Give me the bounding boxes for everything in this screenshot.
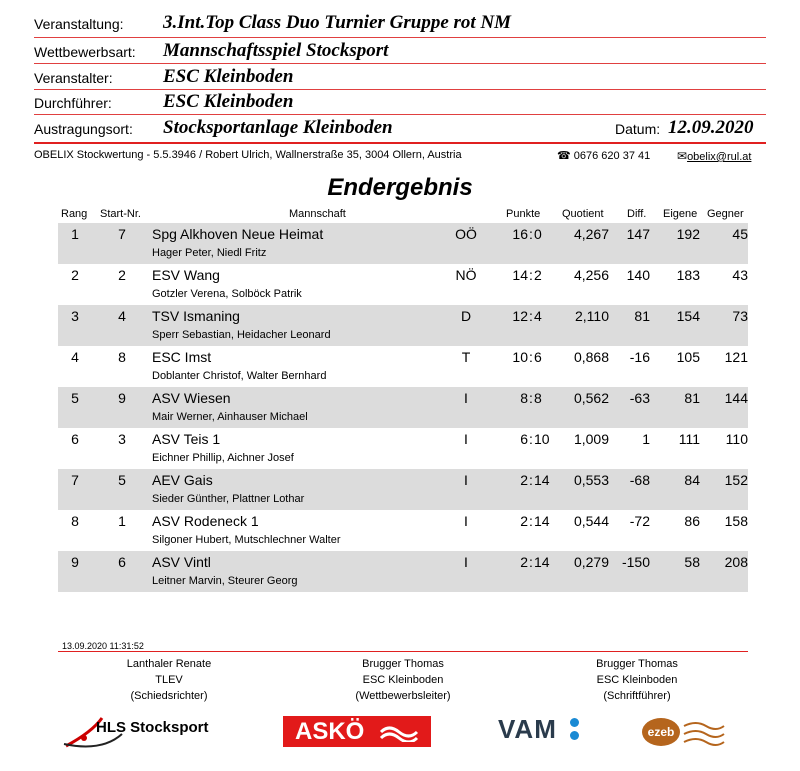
cell-quotient: 2,110 [575, 308, 609, 324]
cell-start-number: 4 [118, 308, 126, 324]
cell-points-lost: 14 [534, 513, 550, 529]
cell-own: 86 [684, 513, 700, 529]
cell-points-won: 16 [512, 226, 528, 242]
cell-team: AEV Gais [152, 472, 213, 488]
cell-own: 81 [684, 390, 700, 406]
cell-points-lost: 4 [534, 308, 542, 324]
column-header-punkte: Punkte [506, 208, 541, 220]
cell-rank: 6 [71, 431, 79, 447]
cell-opponent: 73 [732, 308, 748, 324]
cell-diff: -150 [621, 554, 650, 570]
table-row [58, 469, 748, 510]
table-row [58, 510, 748, 551]
hls-logo-label: HLS Stocksport [96, 719, 209, 736]
cell-opponent: 152 [724, 472, 748, 488]
points-separator: : [529, 390, 533, 406]
cell-country: I [464, 390, 468, 406]
cell-points-lost: 8 [534, 390, 542, 406]
points-separator: : [529, 431, 533, 447]
cell-quotient: 0,868 [573, 349, 609, 365]
signature-name: Brugger Thomas [596, 658, 678, 670]
cell-players: Silgoner Hubert, Mutschlechner Walter [152, 534, 341, 546]
cell-players: Eichner Phillip, Aichner Josef [152, 452, 294, 464]
cell-players: Leitner Marvin, Steurer Georg [152, 575, 298, 587]
cell-own: 154 [676, 308, 700, 324]
cell-diff: -72 [629, 513, 650, 529]
points-separator: : [529, 308, 533, 324]
cell-rank: 1 [71, 226, 79, 242]
cell-rank: 5 [71, 390, 79, 406]
cell-opponent: 208 [724, 554, 748, 570]
cell-country: I [464, 472, 468, 488]
cell-country: I [464, 431, 468, 447]
software-info: OBELIX Stockwertung - 5.5.3946 / Robert Ulrich, Wallnerstraße 35, 3004 Ollern, Austria [34, 149, 462, 161]
table-row [58, 223, 748, 264]
cell-country: D [460, 308, 472, 324]
table-row [58, 551, 748, 592]
cell-points-won: 2 [520, 554, 528, 570]
cell-points-lost: 0 [534, 226, 542, 242]
column-header-rang: Rang [61, 208, 88, 220]
cell-points-won: 12 [512, 308, 528, 324]
cell-start-number: 3 [118, 431, 126, 447]
vam-logo-text: VAM [498, 714, 557, 744]
askoe-logo-text: ASKÖ [295, 718, 365, 745]
cell-players: Sperr Sebastian, Heidacher Leonard [152, 329, 331, 341]
divider [34, 142, 766, 144]
cell-quotient: 0,544 [573, 513, 609, 529]
column-header-start: Start-Nr. [100, 208, 141, 220]
header-label: Veranstalter: [34, 70, 113, 86]
cell-players: Sieder Günther, Plattner Lothar [152, 493, 305, 505]
email-link[interactable]: obelix@rul.at [687, 151, 752, 163]
cell-quotient: 4,256 [573, 267, 609, 283]
cell-opponent: 45 [732, 226, 748, 242]
date-value: 12.09.2020 [668, 117, 754, 138]
cell-team: ESV Wang [152, 267, 220, 283]
cell-start-number: 5 [118, 472, 126, 488]
hls-stocksport-logo [62, 712, 232, 752]
signature-club: TLEV [155, 674, 183, 686]
header-label: Durchführer: [34, 95, 112, 111]
cell-opponent: 121 [724, 349, 748, 365]
signature-competition-leader [303, 656, 503, 704]
signature-role: (Schiedsrichter) [130, 690, 208, 702]
cell-rank: 3 [71, 308, 79, 324]
cell-points-won: 6 [520, 431, 528, 447]
divider [34, 37, 766, 38]
points-separator: : [529, 513, 533, 529]
cell-own: 58 [684, 554, 700, 570]
divider [34, 114, 766, 115]
header-row-executor [34, 91, 768, 116]
points-separator: : [529, 349, 533, 365]
cell-points-won: 2 [520, 472, 528, 488]
table-row [58, 346, 748, 387]
phone-info [557, 149, 650, 162]
cell-players: Mair Werner, Ainhauser Michael [152, 411, 308, 423]
cell-team: Spg Alkhoven Neue Heimat [152, 226, 324, 242]
header-row-event [34, 12, 768, 37]
page-title: Endergebnis [327, 174, 473, 201]
cell-points-won: 2 [520, 513, 528, 529]
cell-opponent: 110 [725, 431, 748, 447]
vam-logo-dot [570, 718, 579, 727]
cell-points-lost: 2 [534, 267, 542, 283]
vam-logo-dot [570, 731, 579, 740]
cell-diff: -16 [629, 349, 650, 365]
cell-own: 183 [676, 267, 700, 283]
header-value: Mannschaftsspiel Stocksport [163, 40, 389, 61]
cell-quotient: 0,562 [573, 390, 609, 406]
points-separator: : [529, 226, 533, 242]
signature-club: ESC Kleinboden [596, 674, 678, 686]
header-value: ESC Kleinboden [163, 91, 294, 112]
cell-players: Hager Peter, Niedl Fritz [152, 247, 267, 259]
points-separator: : [529, 267, 533, 283]
divider [34, 89, 766, 90]
cell-diff: -63 [629, 390, 650, 406]
cell-diff: -68 [629, 472, 650, 488]
table-row [58, 305, 748, 346]
cell-diff: 81 [634, 308, 650, 324]
cell-country: I [464, 554, 468, 570]
signature-referee [69, 656, 269, 704]
cell-diff: 1 [642, 431, 650, 447]
cell-points-lost: 10 [534, 431, 550, 447]
signature-secretary [537, 656, 737, 704]
cell-own: 111 [678, 431, 700, 447]
cell-opponent: 158 [724, 513, 748, 529]
table-row [58, 428, 748, 469]
cell-country: OÖ [455, 226, 477, 242]
header-row-organizer [34, 66, 768, 91]
cell-rank: 2 [71, 267, 79, 283]
phone-icon: ☎ [557, 150, 571, 162]
header-label: Wettbewerbsart: [34, 44, 136, 60]
cell-diff: 140 [626, 267, 650, 283]
header-label: Austragungsort: [34, 121, 133, 137]
header-label: Veranstaltung: [34, 16, 124, 32]
cell-rank: 7 [71, 472, 79, 488]
cell-quotient: 1,009 [573, 431, 609, 447]
cell-points-lost: 14 [534, 472, 550, 488]
header-value: Stocksportanlage Kleinboden [163, 117, 393, 138]
cell-points-lost: 14 [534, 554, 550, 570]
cell-quotient: 4,267 [573, 226, 609, 242]
cell-team: ESC Imst [152, 349, 212, 365]
cell-country: T [461, 349, 471, 365]
cell-rank: 8 [71, 513, 79, 529]
cell-country: I [464, 513, 468, 529]
ezeb-logo [642, 716, 726, 748]
header-value: 3.Int.Top Class Duo Turnier Gruppe rot NM [163, 12, 512, 33]
cell-team: ASV Teis 1 [152, 431, 221, 447]
cell-points-lost: 6 [534, 349, 542, 365]
cell-players: Doblanter Christof, Walter Bernhard [152, 370, 327, 382]
cell-diff: 147 [626, 226, 650, 242]
cell-own: 84 [684, 472, 700, 488]
divider [34, 63, 766, 64]
cell-team: TSV Ismaning [152, 308, 240, 324]
cell-players: Gotzler Verena, Solböck Patrik [152, 288, 302, 300]
cell-opponent: 43 [732, 267, 748, 283]
divider [58, 651, 748, 652]
header-value: ESC Kleinboden [163, 66, 294, 87]
column-header-quotient: Quotient [562, 208, 604, 220]
cell-quotient: 0,553 [573, 472, 609, 488]
cell-opponent: 144 [724, 390, 748, 406]
points-separator: : [529, 554, 533, 570]
cell-team: ASV Wiesen [152, 390, 231, 406]
table-row [58, 264, 748, 305]
signature-name: Brugger Thomas [362, 658, 444, 670]
cell-points-won: 14 [512, 267, 528, 283]
points-separator: : [529, 472, 533, 488]
column-header-eigene: Eigene [663, 208, 698, 220]
cell-start-number: 9 [118, 390, 126, 406]
table-row [58, 387, 748, 428]
cell-own: 105 [676, 349, 700, 365]
hls-logo-text [96, 719, 209, 736]
cell-team: ASV Vintl [152, 554, 211, 570]
cell-team: ASV Rodeneck 1 [152, 513, 259, 529]
vam-logo [498, 714, 588, 750]
cell-points-won: 10 [512, 349, 528, 365]
column-header-team: Mannschaft [289, 208, 346, 220]
mail-info[interactable] [677, 149, 751, 163]
cell-start-number: 7 [118, 226, 126, 242]
cell-start-number: 6 [118, 554, 126, 570]
header-row-type [34, 40, 768, 65]
cell-rank: 4 [71, 349, 79, 365]
mail-icon: ✉ [677, 149, 688, 163]
signature-role: (Wettbewerbsleiter) [355, 690, 451, 702]
phone-number: 0676 620 37 41 [573, 150, 651, 162]
askoe-logo [283, 716, 431, 747]
cell-country: NÖ [455, 267, 477, 283]
cell-own: 192 [676, 226, 700, 242]
signature-name: Lanthaler Renate [126, 658, 212, 670]
signature-club: ESC Kleinboden [362, 674, 444, 686]
cell-quotient: 0,279 [573, 554, 609, 570]
cell-start-number: 1 [118, 513, 126, 529]
cell-start-number: 2 [118, 267, 126, 283]
cell-points-won: 8 [520, 390, 528, 406]
column-header-diff: Diff. [627, 208, 647, 220]
ezeb-logo-text: ezeb [642, 718, 680, 746]
column-header-gegner: Gegner [707, 208, 744, 220]
signature-role: (Schriftführer) [603, 690, 671, 702]
date-label: Datum: [615, 121, 661, 137]
cell-start-number: 8 [118, 349, 126, 365]
cell-rank: 9 [71, 554, 79, 570]
print-timestamp: 13.09.2020 11:31:52 [62, 641, 144, 651]
